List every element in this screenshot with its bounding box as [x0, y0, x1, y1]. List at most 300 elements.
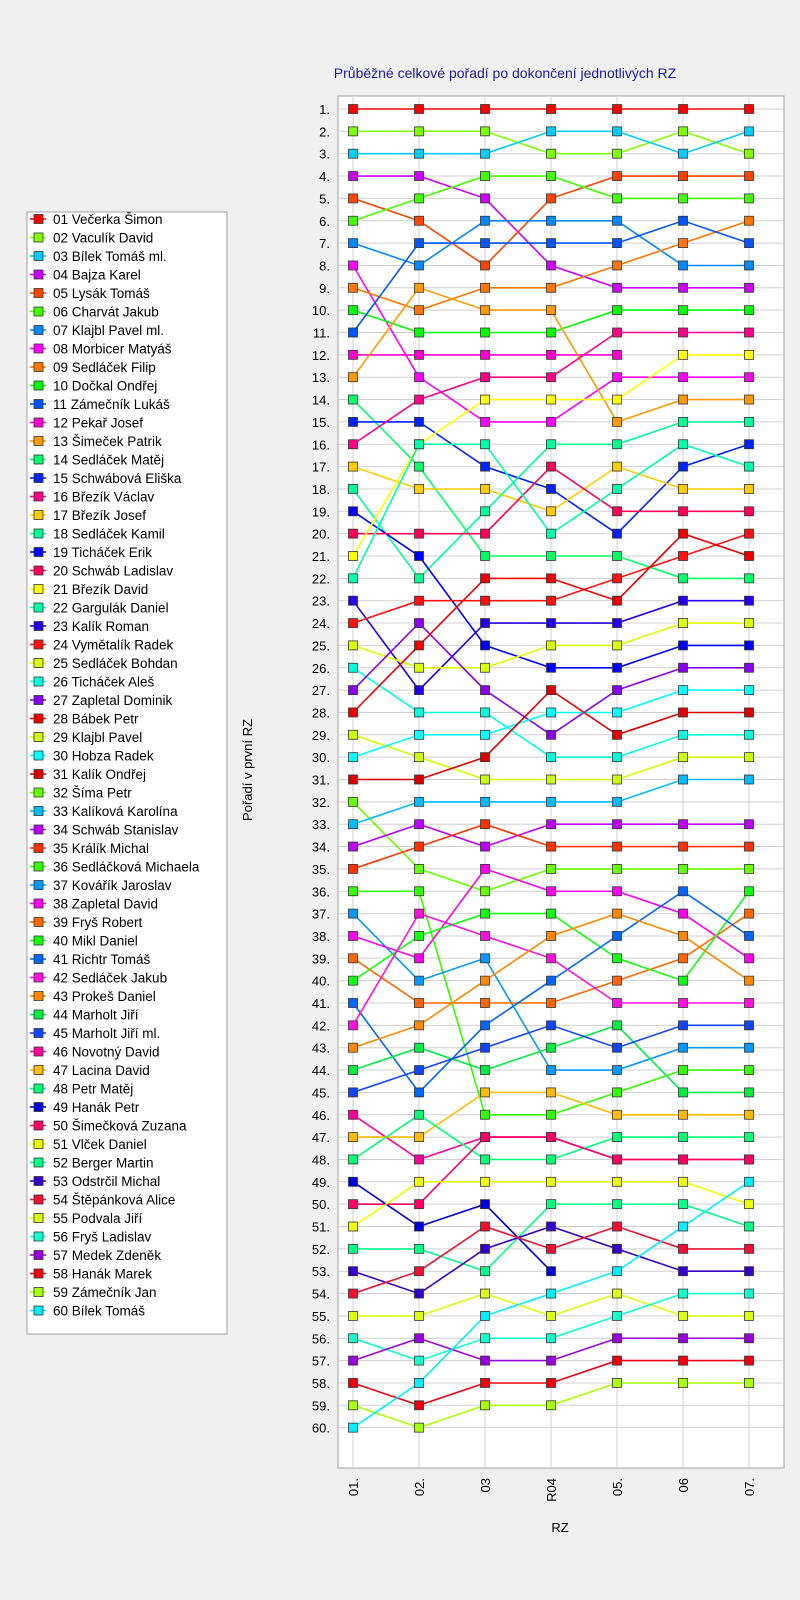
legend-swatch — [34, 326, 43, 335]
legend-entry: 11 Zámečník Lukáš — [53, 397, 170, 412]
series-marker — [679, 1311, 688, 1320]
series-marker — [613, 306, 622, 315]
series-marker — [481, 1267, 490, 1276]
legend-swatch — [34, 1232, 43, 1241]
y-axis-label: Pořadí v první RZ — [240, 719, 255, 821]
y-tick-label: 28. — [311, 705, 330, 721]
y-tick-label: 37. — [311, 906, 330, 922]
series-marker — [679, 283, 688, 292]
series-marker — [415, 1043, 424, 1052]
series-marker — [547, 105, 556, 114]
series-marker — [481, 1222, 490, 1231]
series-marker — [349, 797, 358, 806]
legend-entry: 51 Vlček Daniel — [53, 1137, 147, 1152]
series-marker — [547, 1356, 556, 1365]
series-marker — [613, 753, 622, 762]
series-marker — [547, 149, 556, 158]
series-marker — [745, 887, 754, 896]
series-marker — [745, 462, 754, 471]
legend-entry: 01 Večerka Šimon — [53, 212, 163, 227]
y-tick-label: 57. — [311, 1353, 330, 1369]
series-marker — [679, 1378, 688, 1387]
series-marker — [349, 306, 358, 315]
series-marker — [349, 864, 358, 873]
series-marker — [745, 842, 754, 851]
y-tick-label: 25. — [311, 638, 330, 654]
series-marker — [613, 1244, 622, 1253]
series-marker — [679, 529, 688, 538]
y-tick-label: 13. — [311, 370, 330, 386]
series-marker — [349, 954, 358, 963]
series-marker — [547, 686, 556, 695]
legend-swatch — [34, 344, 43, 353]
series-marker — [415, 596, 424, 605]
series-marker — [349, 1110, 358, 1119]
series-marker — [415, 1423, 424, 1432]
series-marker — [349, 462, 358, 471]
y-tick-label: 35. — [311, 861, 330, 877]
series-marker — [745, 395, 754, 404]
series-marker — [481, 373, 490, 382]
series-marker — [415, 328, 424, 337]
y-tick-label: 45. — [311, 1085, 330, 1101]
series-marker — [349, 417, 358, 426]
y-tick-label: 58. — [311, 1375, 330, 1391]
series-marker — [415, 1334, 424, 1343]
y-tick-label: 9. — [319, 280, 330, 296]
x-axis-label: RZ — [551, 1520, 569, 1535]
series-marker — [745, 350, 754, 359]
series-marker — [481, 507, 490, 516]
series-marker — [547, 1289, 556, 1298]
legend-entry: 53 Odstrčil Michal — [53, 1174, 161, 1189]
series-marker — [613, 261, 622, 270]
series-marker — [745, 1289, 754, 1298]
y-tick-label: 15. — [311, 414, 330, 430]
y-tick-label: 30. — [311, 750, 330, 766]
series-marker — [745, 909, 754, 918]
y-tick-label: 42. — [311, 1018, 330, 1034]
series-marker — [481, 1021, 490, 1030]
series-marker — [415, 440, 424, 449]
series-marker — [415, 708, 424, 717]
series-marker — [745, 1177, 754, 1186]
y-tick-label: 14. — [311, 392, 330, 408]
series-marker — [415, 552, 424, 561]
legend-entry: 39 Fryš Robert — [53, 915, 143, 930]
legend-entry: 05 Lysák Tomáš — [53, 286, 150, 301]
series-marker — [613, 440, 622, 449]
series-marker — [679, 954, 688, 963]
legend-swatch — [34, 733, 43, 742]
series-marker — [349, 708, 358, 717]
series-marker — [349, 820, 358, 829]
series-marker — [481, 216, 490, 225]
series-marker — [481, 172, 490, 181]
legend-swatch — [34, 640, 43, 649]
series-marker — [415, 999, 424, 1008]
series-marker — [547, 395, 556, 404]
legend-swatch — [34, 1214, 43, 1223]
legend-swatch — [34, 363, 43, 372]
legend-swatch — [34, 1306, 43, 1315]
series-marker — [415, 909, 424, 918]
series-marker — [349, 1244, 358, 1253]
series-marker — [613, 686, 622, 695]
series-marker — [679, 1043, 688, 1052]
series-marker — [415, 753, 424, 762]
series-marker — [547, 1021, 556, 1030]
legend-entry: 27 Zapletal Dominik — [53, 693, 173, 708]
series-marker — [481, 127, 490, 136]
legend-entry: 46 Novotný David — [53, 1044, 160, 1060]
series-marker — [613, 641, 622, 650]
y-tick-label: 49. — [311, 1174, 330, 1190]
series-marker — [679, 1289, 688, 1298]
series-marker — [679, 663, 688, 672]
series-marker — [745, 976, 754, 985]
y-tick-label: 20. — [311, 526, 330, 542]
legend-entry: 20 Schwáb Ladislav — [53, 563, 174, 579]
series-marker — [415, 1110, 424, 1119]
y-tick-label: 23. — [311, 593, 330, 609]
series-marker — [745, 820, 754, 829]
series-marker — [547, 596, 556, 605]
series-marker — [547, 708, 556, 717]
series-marker — [415, 395, 424, 404]
legend-swatch — [34, 1047, 43, 1056]
legend-swatch — [34, 862, 43, 871]
series-marker — [481, 1289, 490, 1298]
series-marker — [547, 887, 556, 896]
series-marker — [613, 574, 622, 583]
series-marker — [745, 663, 754, 672]
series-marker — [745, 686, 754, 695]
series-marker — [349, 105, 358, 114]
legend-entry: 60 Bílek Tomáš — [53, 1303, 146, 1319]
series-marker — [547, 574, 556, 583]
series-marker — [679, 149, 688, 158]
series-marker — [679, 931, 688, 940]
series-marker — [349, 283, 358, 292]
series-marker — [679, 395, 688, 404]
y-tick-label: 11. — [312, 325, 330, 341]
series-marker — [547, 1244, 556, 1253]
series-marker — [745, 261, 754, 270]
series-marker — [547, 864, 556, 873]
legend-entry: 34 Schwáb Stanislav — [53, 822, 179, 838]
series-marker — [613, 797, 622, 806]
series-marker — [415, 842, 424, 851]
series-marker — [679, 864, 688, 873]
series-marker — [349, 440, 358, 449]
series-marker — [349, 1356, 358, 1365]
series-marker — [613, 999, 622, 1008]
series-marker — [613, 1378, 622, 1387]
y-tick-label: 52. — [311, 1241, 330, 1257]
series-marker — [481, 261, 490, 270]
series-marker — [349, 1133, 358, 1142]
legend-entry: 13 Šimeček Patrik — [53, 434, 162, 449]
legend-swatch — [34, 1103, 43, 1112]
legend-swatch — [34, 1251, 43, 1260]
series-marker — [613, 954, 622, 963]
series-marker — [679, 462, 688, 471]
series-marker — [745, 596, 754, 605]
series-marker — [481, 775, 490, 784]
y-tick-label: 22. — [311, 571, 330, 587]
series-marker — [415, 663, 424, 672]
series-marker — [415, 1200, 424, 1209]
legend-entry: 29 Klajbl Pavel — [53, 730, 143, 745]
legend-entry: 15 Schwábová Eliška — [53, 471, 182, 486]
series-marker — [613, 127, 622, 136]
series-marker — [349, 1267, 358, 1276]
series-marker — [481, 1311, 490, 1320]
legend-entry: 02 Vaculík David — [53, 230, 154, 246]
legend-entry: 50 Šimečková Zuzana — [53, 1118, 187, 1134]
series-marker — [481, 887, 490, 896]
series-marker — [679, 172, 688, 181]
y-tick-label: 2. — [319, 124, 330, 140]
legend-swatch — [34, 289, 43, 298]
x-tick-label: 05. — [610, 1478, 625, 1497]
y-tick-label: 53. — [311, 1264, 330, 1280]
series-marker — [415, 1222, 424, 1231]
legend-swatch — [34, 270, 43, 279]
x-tick-label: 01. — [346, 1478, 361, 1497]
y-tick-label: 46. — [311, 1107, 330, 1123]
series-marker — [613, 1334, 622, 1343]
series-marker — [415, 686, 424, 695]
series-marker — [349, 194, 358, 203]
series-marker — [679, 216, 688, 225]
series-marker — [745, 931, 754, 940]
series-marker — [415, 931, 424, 940]
legend-entry: 54 Štěpánková Alice — [53, 1192, 176, 1208]
legend-swatch — [34, 1140, 43, 1149]
series-marker — [349, 1177, 358, 1186]
series-marker — [481, 440, 490, 449]
series-marker — [481, 350, 490, 359]
series-marker — [415, 574, 424, 583]
series-marker — [547, 373, 556, 382]
series-marker — [547, 306, 556, 315]
series-marker — [415, 484, 424, 493]
series-marker — [613, 663, 622, 672]
y-tick-label: 10. — [311, 303, 330, 319]
legend-entry: 21 Březík David — [53, 582, 149, 597]
legend-entry: 37 Kovářík Jaroslav — [53, 878, 172, 893]
y-tick-label: 18. — [311, 481, 330, 497]
series-marker — [679, 999, 688, 1008]
series-marker — [547, 1110, 556, 1119]
series-marker — [481, 1334, 490, 1343]
series-marker — [547, 775, 556, 784]
series-marker — [745, 127, 754, 136]
series-marker — [745, 417, 754, 426]
series-marker — [547, 730, 556, 739]
x-tick-label: 02. — [412, 1478, 427, 1497]
series-marker — [745, 105, 754, 114]
legend-swatch — [34, 899, 43, 908]
series-marker — [745, 484, 754, 493]
series-marker — [481, 462, 490, 471]
series-marker — [415, 1356, 424, 1365]
legend-swatch — [34, 585, 43, 594]
series-marker — [547, 552, 556, 561]
legend-entry: 47 Lacina David — [53, 1063, 150, 1078]
series-marker — [547, 641, 556, 650]
series-marker — [679, 1267, 688, 1276]
series-marker — [679, 708, 688, 717]
legend-swatch — [34, 622, 43, 631]
series-marker — [415, 976, 424, 985]
series-marker — [613, 149, 622, 158]
series-marker — [679, 641, 688, 650]
legend-entry: 23 Kalík Roman — [53, 619, 150, 634]
series-marker — [613, 462, 622, 471]
series-marker — [349, 1222, 358, 1231]
series-marker — [415, 887, 424, 896]
series-marker — [415, 1066, 424, 1075]
legend-entry: 18 Sedláček Kamil — [53, 526, 165, 542]
series-marker — [745, 1356, 754, 1365]
legend-entry: 10 Dočkal Ondřej — [53, 378, 158, 394]
x-tick-label: 03 — [478, 1478, 493, 1493]
series-marker — [745, 954, 754, 963]
series-marker — [415, 1088, 424, 1097]
legend-entry: 12 Pekař Josef — [53, 415, 144, 431]
legend-swatch — [34, 844, 43, 853]
series-marker — [349, 931, 358, 940]
series-marker — [613, 931, 622, 940]
legend-entry: 17 Březík Josef — [53, 508, 147, 523]
series-marker — [415, 172, 424, 181]
y-tick-label: 26. — [311, 660, 330, 676]
y-tick-label: 34. — [311, 839, 330, 855]
legend-entry: 41 Richtr Tomáš — [53, 952, 151, 967]
series-marker — [679, 328, 688, 337]
series-marker — [349, 1021, 358, 1030]
series-marker — [349, 172, 358, 181]
series-marker — [745, 306, 754, 315]
series-marker — [481, 306, 490, 315]
y-tick-label: 43. — [311, 1040, 330, 1056]
series-marker — [415, 105, 424, 114]
chart-title: Průběžné celkové pořadí po dokončení jednotlivých RZ — [333, 65, 677, 81]
series-marker — [349, 641, 358, 650]
legend-entry: 36 Sedláčková Michaela — [53, 859, 200, 875]
y-tick-label: 51. — [311, 1219, 330, 1235]
series-marker — [349, 328, 358, 337]
legend-entry: 45 Marholt Jiří ml. — [53, 1026, 161, 1041]
legend-entry: 31 Kalík Ondřej — [53, 767, 147, 782]
legend-entry: 19 Ticháček Erik — [53, 545, 153, 560]
x-tick-label: 07. — [742, 1478, 757, 1497]
series-marker — [679, 239, 688, 248]
series-marker — [613, 619, 622, 628]
series-marker — [547, 1133, 556, 1142]
series-marker — [415, 1401, 424, 1410]
series-marker — [745, 440, 754, 449]
series-marker — [547, 417, 556, 426]
series-marker — [481, 484, 490, 493]
series-marker — [745, 1222, 754, 1231]
series-marker — [745, 1043, 754, 1052]
legend-entry: 49 Hanák Petr — [53, 1100, 140, 1115]
series-marker — [745, 149, 754, 158]
legend-entry: 32 Šíma Petr — [53, 785, 132, 801]
series-marker — [679, 753, 688, 762]
series-marker — [349, 529, 358, 538]
series-marker — [547, 239, 556, 248]
series-marker — [481, 619, 490, 628]
series-marker — [415, 1244, 424, 1253]
series-marker — [679, 1334, 688, 1343]
series-marker — [547, 1066, 556, 1075]
series-marker — [481, 283, 490, 292]
series-marker — [481, 1133, 490, 1142]
legend-swatch — [34, 955, 43, 964]
series-marker — [679, 127, 688, 136]
series-marker — [745, 373, 754, 382]
series-marker — [481, 931, 490, 940]
series-marker — [415, 1021, 424, 1030]
series-marker — [481, 663, 490, 672]
legend-entry: 33 Kalíková Karolína — [53, 804, 178, 819]
series-marker — [613, 283, 622, 292]
y-tick-label: 40. — [311, 973, 330, 989]
legend-entry: 26 Ticháček Aleš — [53, 674, 155, 690]
x-tick-label: R04 — [544, 1478, 559, 1502]
series-marker — [481, 1155, 490, 1164]
series-marker — [679, 976, 688, 985]
series-marker — [415, 373, 424, 382]
series-marker — [613, 395, 622, 404]
series-marker — [349, 619, 358, 628]
series-marker — [547, 1043, 556, 1052]
series-marker — [481, 909, 490, 918]
series-marker — [415, 954, 424, 963]
series-marker — [547, 1088, 556, 1097]
series-marker — [547, 462, 556, 471]
series-marker — [613, 708, 622, 717]
series-marker — [415, 350, 424, 359]
series-marker — [349, 999, 358, 1008]
series-marker — [679, 887, 688, 896]
series-marker — [613, 1356, 622, 1365]
series-marker — [679, 484, 688, 493]
series-marker — [415, 619, 424, 628]
series-marker — [547, 842, 556, 851]
series-marker — [745, 1066, 754, 1075]
series-marker — [613, 909, 622, 918]
series-marker — [481, 708, 490, 717]
series-marker — [415, 127, 424, 136]
legend-swatch — [34, 474, 43, 483]
legend-swatch — [34, 381, 43, 390]
series-marker — [613, 373, 622, 382]
series-marker — [547, 172, 556, 181]
series-marker — [547, 484, 556, 493]
y-tick-label: 39. — [311, 951, 330, 967]
series-marker — [547, 127, 556, 136]
series-marker — [745, 708, 754, 717]
series-marker — [613, 1066, 622, 1075]
legend-swatch — [34, 881, 43, 890]
series-marker — [679, 1155, 688, 1164]
